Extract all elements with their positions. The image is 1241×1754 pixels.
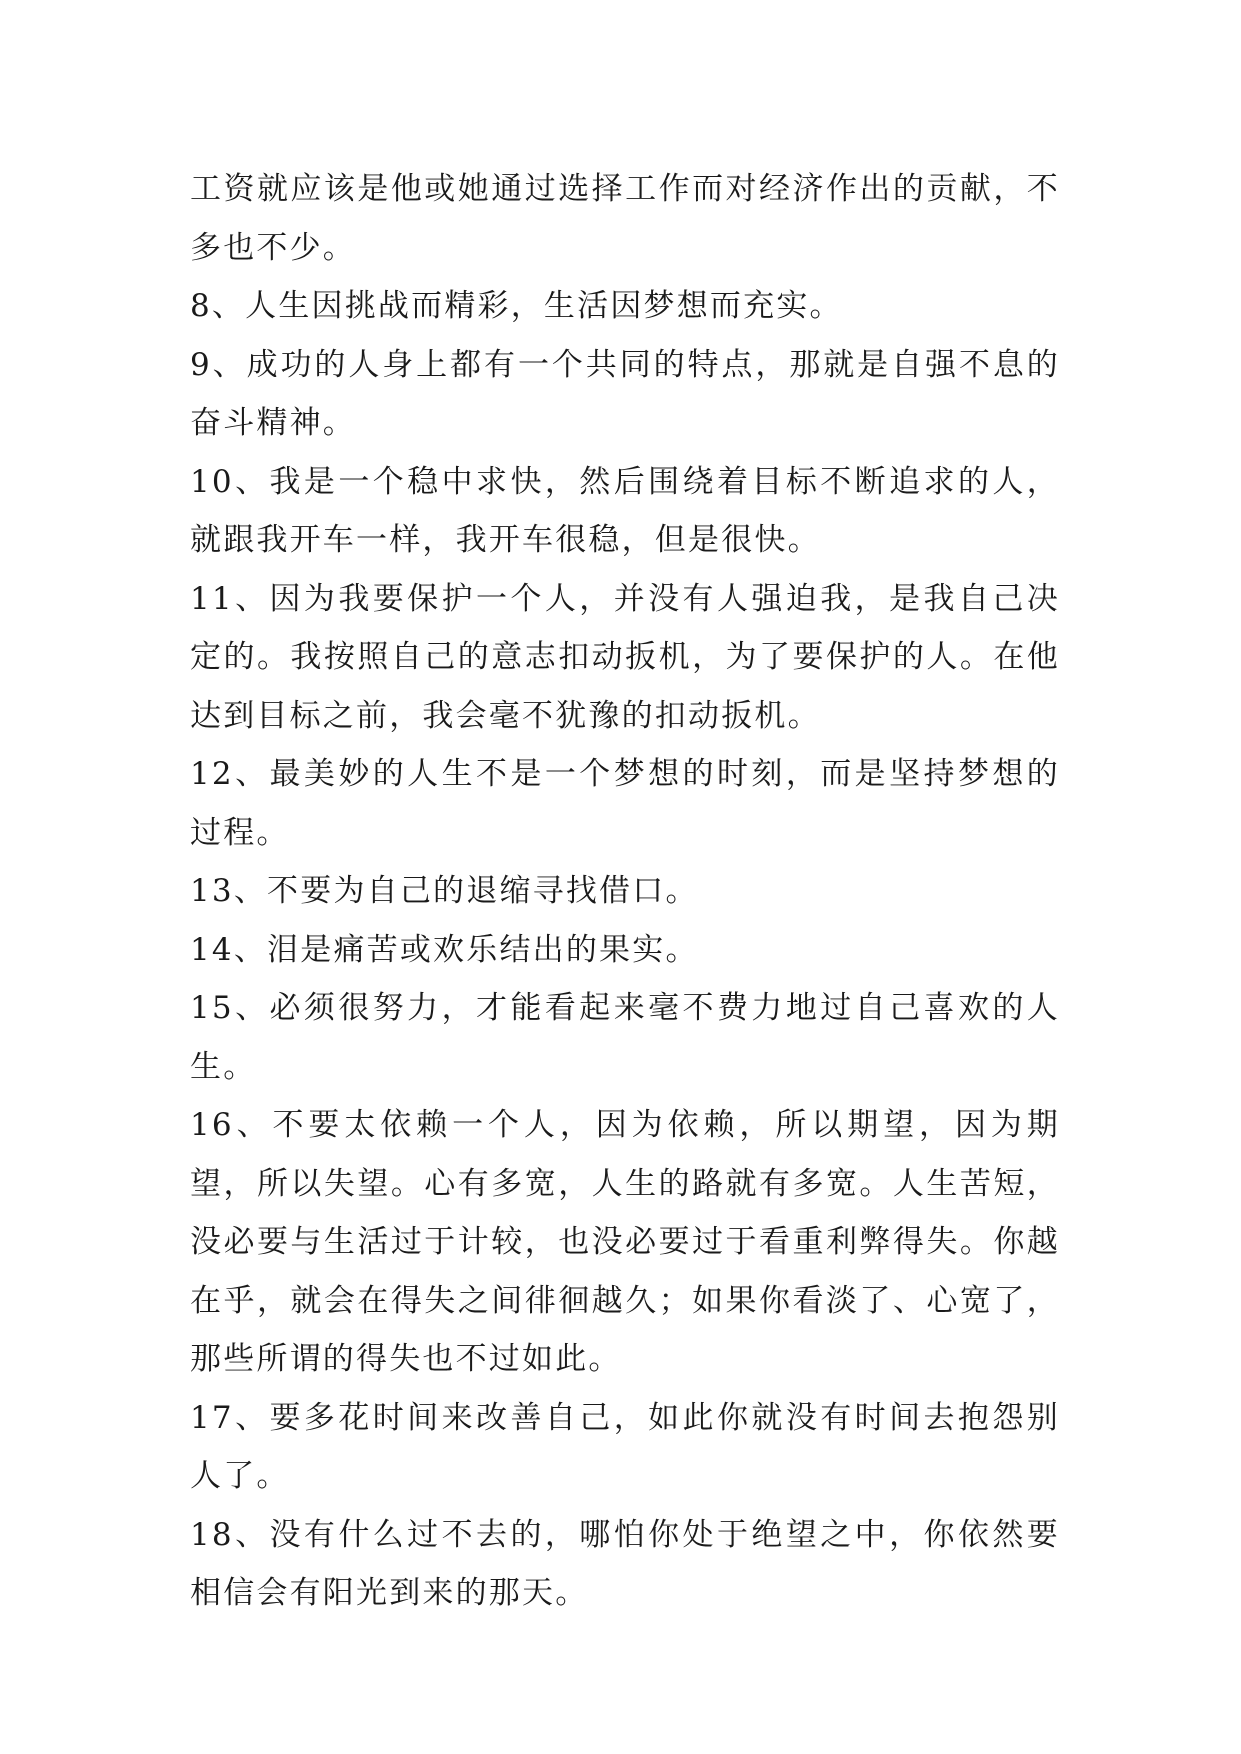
paragraph-item-11: 11、因为我要保护一个人，并没有人强迫我，是我自己决定的。我按照自己的意志扣动扳机，为了要保护的人。在他达到目标之前，我会毫不犹豫的扣动扳机。: [190, 580, 1060, 734]
paragraph-item-12: 12、最美妙的人生不是一个梦想的时刻，而是坚持梦想的过程。: [190, 756, 1060, 851]
paragraph-item-13: 13、不要为自己的退缩寻找借口。: [190, 873, 699, 909]
document-body: [190, 160, 1060, 1623]
paragraph-continuation: 工资就应该是他或她通过选择工作而对经济作出的贡献，不多也不少。: [190, 171, 1060, 266]
paragraph-item-8: 8、人生因挑战而精彩，生活因梦想而充实。: [190, 288, 843, 324]
paragraph-item-15: 15、必须很努力，才能看起来毫不费力地过自己喜欢的人生。: [190, 990, 1060, 1085]
paragraph-item-16: 16、不要太依赖一个人，因为依赖，所以期望，因为期望，所以失望。心有多宽，人生的路就有多宽。人生苦短，没必要与生活过于计较，也没必要过于看重利弊得失。你越在乎，就会在得失之间徘徊越久；如果你看淡了、心宽了，那些所谓的得失也不过如此。: [190, 1107, 1060, 1377]
paragraph-item-18: 18、没有什么过不去的，哪怕你处于绝望之中，你依然要相信会有阳光到来的那天。: [190, 1516, 1060, 1611]
paragraph-item-10: 10、我是一个稳中求快，然后围绕着目标不断追求的人，就跟我开车一样，我开车很稳，但是很快。: [190, 463, 1060, 558]
paragraph-item-17: 17、要多花时间来改善自己，如此你就没有时间去抱怨别人了。: [190, 1399, 1060, 1494]
paragraph-item-9: 9、成功的人身上都有一个共同的特点，那就是自强不息的奋斗精神。: [190, 346, 1060, 441]
paragraph-item-14: 14、泪是痛苦或欢乐结出的果实。: [190, 931, 699, 968]
